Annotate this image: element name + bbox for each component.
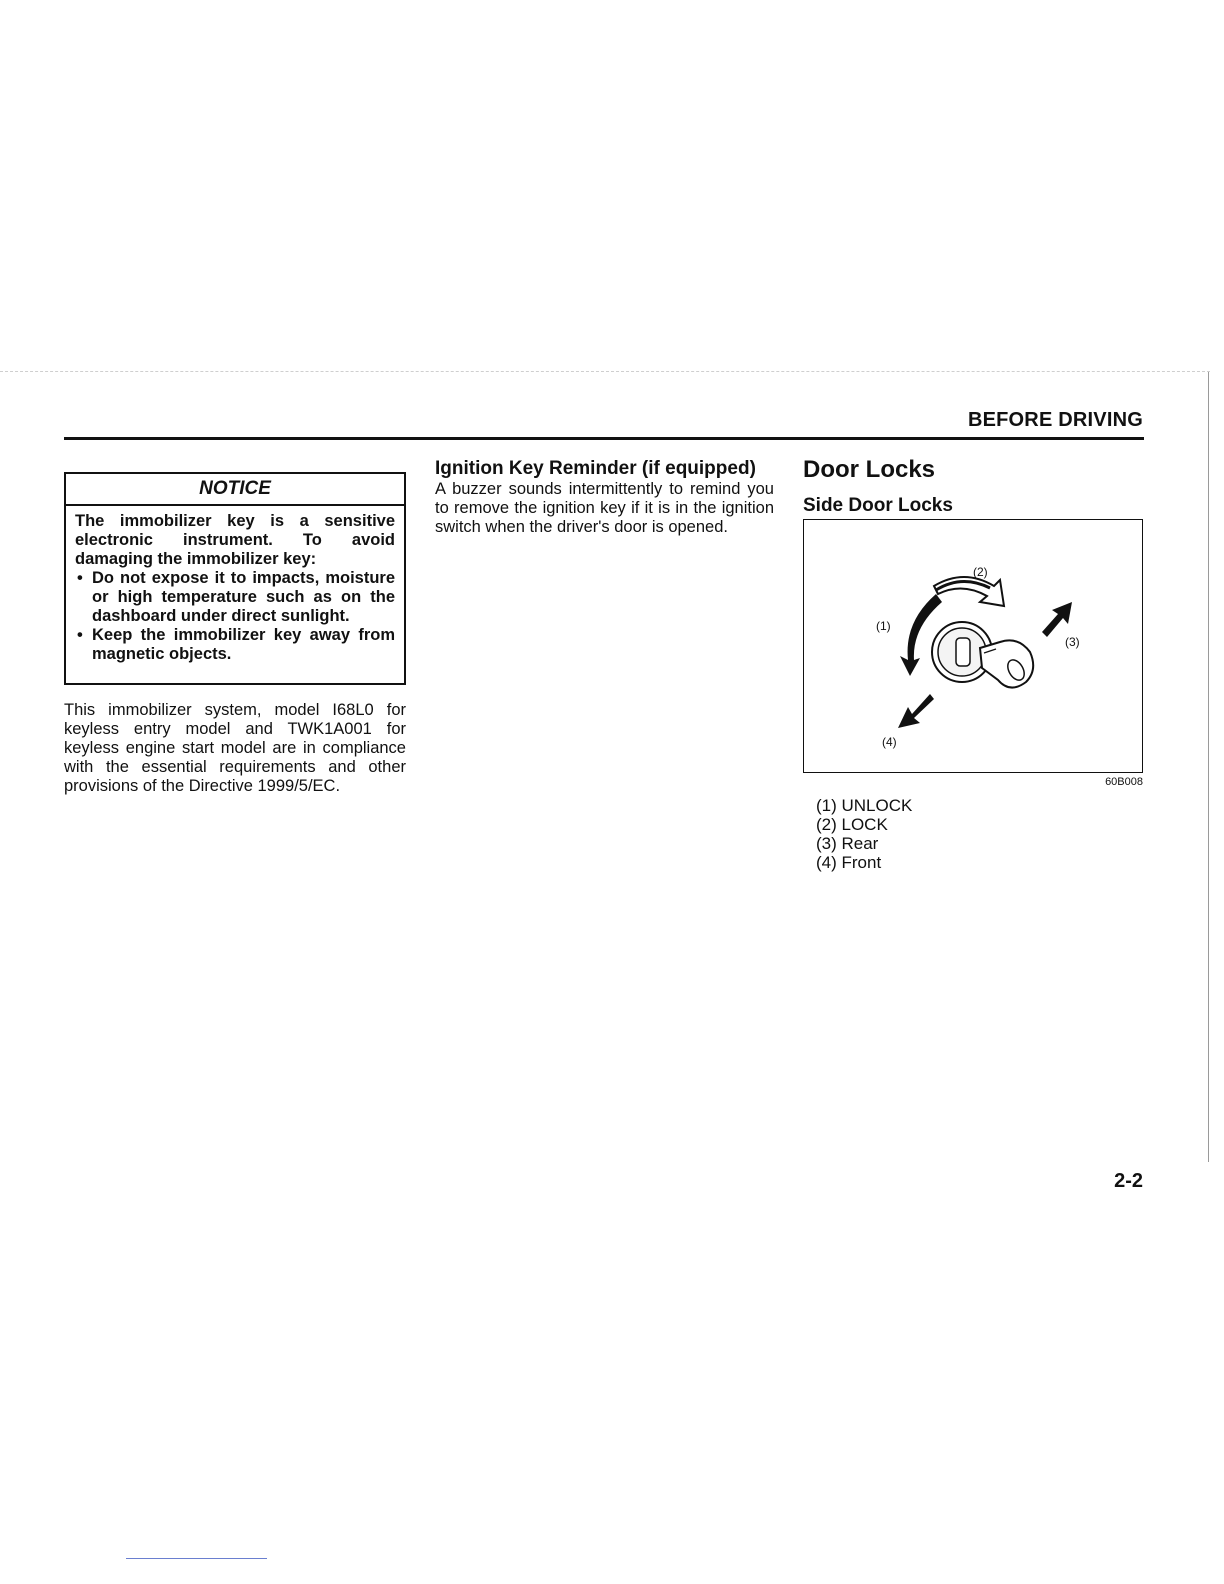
door-locks-heading: Door Locks: [803, 456, 936, 483]
key-icon: [980, 640, 1033, 687]
legend-item: (1) UNLOCK: [816, 796, 913, 815]
side-door-locks-subheading: Side Door Locks: [803, 495, 953, 516]
header-rule: [64, 437, 1144, 440]
figure-legend: [816, 796, 912, 872]
legend-item: (2) LOCK: [816, 815, 888, 834]
front-arrow-icon: [898, 694, 934, 728]
door-lock-figure: [803, 519, 1143, 773]
figure-code: 60B008: [1105, 776, 1143, 788]
notice-bullet: • Do not expose it to impacts, moisture or high temperature such as on the dashboard under direct sunlight.: [75, 569, 395, 626]
notice-body: [66, 506, 404, 664]
rear-arrow-icon: [1042, 602, 1072, 637]
compliance-paragraph: This immobilizer system, model I68L0 for keyless entry model and TWK1A001 for keyless engine start model are in compliance with the essential requirements and other provisions of the Directive 1999/5/EC.: [64, 701, 406, 795]
lock-arrow-icon: [934, 577, 1004, 606]
legend-item: (4) Front: [816, 853, 882, 872]
door-lock-illustration: [804, 520, 1142, 772]
footer-link-underline: [126, 1558, 267, 1559]
ignition-reminder-text: A buzzer sounds intermittently to remind you to remove the ignition key if it is in the ignition switch when the driver's door is opened.: [435, 480, 774, 536]
callout-4: (4): [882, 735, 897, 749]
section-title: BEFORE DRIVING: [967, 409, 1143, 431]
notice-bullet: • Keep the immobilizer key away from magnetic objects.: [75, 626, 395, 664]
callout-2: (2): [973, 565, 988, 579]
page-number: 2-2: [1114, 1170, 1143, 1192]
notice-box: [64, 472, 406, 685]
notice-title: NOTICE: [66, 474, 404, 506]
scan-artifact-line: [0, 371, 1210, 372]
callout-1: (1): [876, 619, 891, 633]
ignition-reminder-heading: Ignition Key Reminder (if equipped): [435, 458, 756, 479]
notice-intro: The immobilizer key is a sensitive electronic instrument. To avoid damaging the immobilizer key:: [75, 512, 395, 568]
callout-3: (3): [1065, 635, 1080, 649]
legend-item: (3) Rear: [816, 834, 879, 853]
page-edge-line: [1208, 372, 1209, 1162]
notice-bullet-list: [75, 569, 395, 664]
